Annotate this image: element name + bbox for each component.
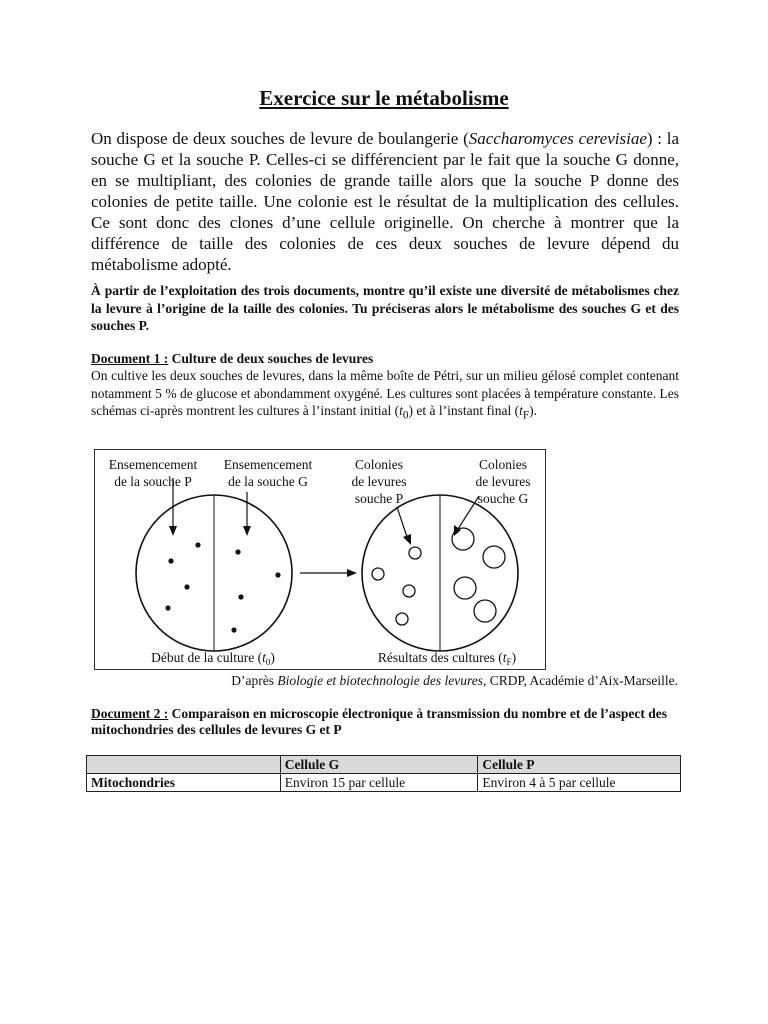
table-header-row xyxy=(87,756,681,774)
task-statement: À partir de l’exploitation des trois documents, montre qu’il existe une diversité de métabolismes chez la levure à l’origine de la taille des colonies. Tu préciseras alors le métabolisme des souches G et des souches P. xyxy=(91,283,679,333)
document1-heading xyxy=(91,350,679,367)
table-cell: Environ 4 à 5 par cellule xyxy=(478,774,681,792)
seed-dot-p xyxy=(195,542,200,547)
petri-dish-figure xyxy=(94,449,546,670)
arrow-time-head xyxy=(347,569,357,577)
colony-g xyxy=(474,600,496,622)
seed-dot-g xyxy=(231,627,236,632)
arrow-seed-p-head xyxy=(169,526,177,536)
colony-g xyxy=(483,546,505,568)
page-title: Exercice sur le métabolisme xyxy=(259,86,509,110)
colony-p xyxy=(396,613,408,625)
seed-dot-g xyxy=(238,594,243,599)
table-header-cell: Cellule G xyxy=(280,756,478,774)
table-header-cell: Cellule P xyxy=(478,756,681,774)
label-seed-p-line1: Ensemencement xyxy=(108,457,198,472)
petri-diagram xyxy=(95,450,547,671)
label-colonies-g-line3: souche G xyxy=(477,491,529,506)
document2-heading xyxy=(91,706,681,738)
table-header-cell xyxy=(87,756,281,774)
source-title: Biologie et biotechnologie des levures xyxy=(277,673,484,688)
label-colonies-p-line3: souche P xyxy=(354,491,404,506)
intro-text-2: ) : la souche G et la souche P. Celles-ci se différencient par le fait que la souche G donne, en se multipliant, des colonies de grande taille alors que la souche P donne des colonies de petite taille. Une colonie est le résultat de la multiplication des cellules. Ce sont donc des clones d’une cellule originelle. On cherche à montrer que la différence de taille des colonies de ces deux souches de levure dépend du métabolisme adopté. xyxy=(91,129,679,274)
seed-dot-g xyxy=(275,572,280,577)
label-seed-g-line2: de la souche G xyxy=(228,474,308,489)
arrow-colonies-p-head xyxy=(403,534,411,545)
document2-label: Document 2 : xyxy=(91,706,169,721)
colony-g xyxy=(452,528,474,550)
colony-g xyxy=(454,577,476,599)
caption-start: Début de la culture $(t_0)$ xyxy=(151,650,275,667)
document2-title: Comparaison en microscopie électronique à transmission du nombre et de l’aspect des mitochondries des cellules de levures G et P xyxy=(91,706,667,737)
arrow-colonies-p xyxy=(397,507,408,540)
document1-label: Document 1 : xyxy=(91,351,169,366)
document1-text-1: On cultive les deux souches de levures, dans la même boîte de Pétri, sur un milieu gélosé complet contenant notamment 5 % de glucose et abondamment oxygéné. Les cultures sont placées à température constante. Les schémas ci-après montrent les cultures à l’instant initial ( xyxy=(91,368,679,418)
colony-p xyxy=(403,585,415,597)
intro-text-1: On dispose de deux souches de levure de boulangerie ( xyxy=(91,129,469,148)
document1-text-3: ). xyxy=(529,403,538,418)
table-cell: Environ 15 par cellule xyxy=(280,774,478,792)
label-colonies-p-line2: de levures xyxy=(351,474,407,489)
label-colonies-p-line1: Colonies xyxy=(354,457,404,472)
label-seed-g-line1: Ensemencement xyxy=(223,457,313,472)
figure-source xyxy=(150,672,678,689)
seed-dot-p xyxy=(184,584,189,589)
species-name: Saccharomyces cerevisiae xyxy=(468,129,647,148)
tf-subscript: F xyxy=(522,409,530,422)
document1-text-2: ) et à l’instant final ( xyxy=(408,403,520,418)
table-row xyxy=(87,774,681,792)
intro-paragraph xyxy=(91,128,679,275)
t0-symbol: t xyxy=(399,403,403,418)
seed-dot-p xyxy=(168,558,173,563)
arrow-seed-g-head xyxy=(243,526,251,536)
source-text-2: , CRDP, Académie d’Aix-Marseille. xyxy=(483,673,678,688)
label-seed-p-line2: de la souche P xyxy=(114,474,192,489)
mitochondria-table xyxy=(86,755,681,792)
source-text-1: D’après xyxy=(231,673,278,688)
colony-p xyxy=(372,568,384,580)
document1-text xyxy=(91,367,679,425)
label-colonies-g-line2: de levures xyxy=(475,474,531,489)
colony-p xyxy=(409,547,421,559)
table-row-header: Mitochondries xyxy=(87,774,281,792)
seed-dot-p xyxy=(165,605,170,610)
seed-dot-g xyxy=(235,549,240,554)
tf-symbol: t xyxy=(519,403,523,418)
t0-subscript: 0 xyxy=(402,409,409,422)
caption-end: Résultats des cultures $(t_F)$ xyxy=(377,650,517,667)
document1-title: Culture de deux souches de levures xyxy=(171,351,374,366)
label-colonies-g-line1: Colonies xyxy=(478,457,528,472)
